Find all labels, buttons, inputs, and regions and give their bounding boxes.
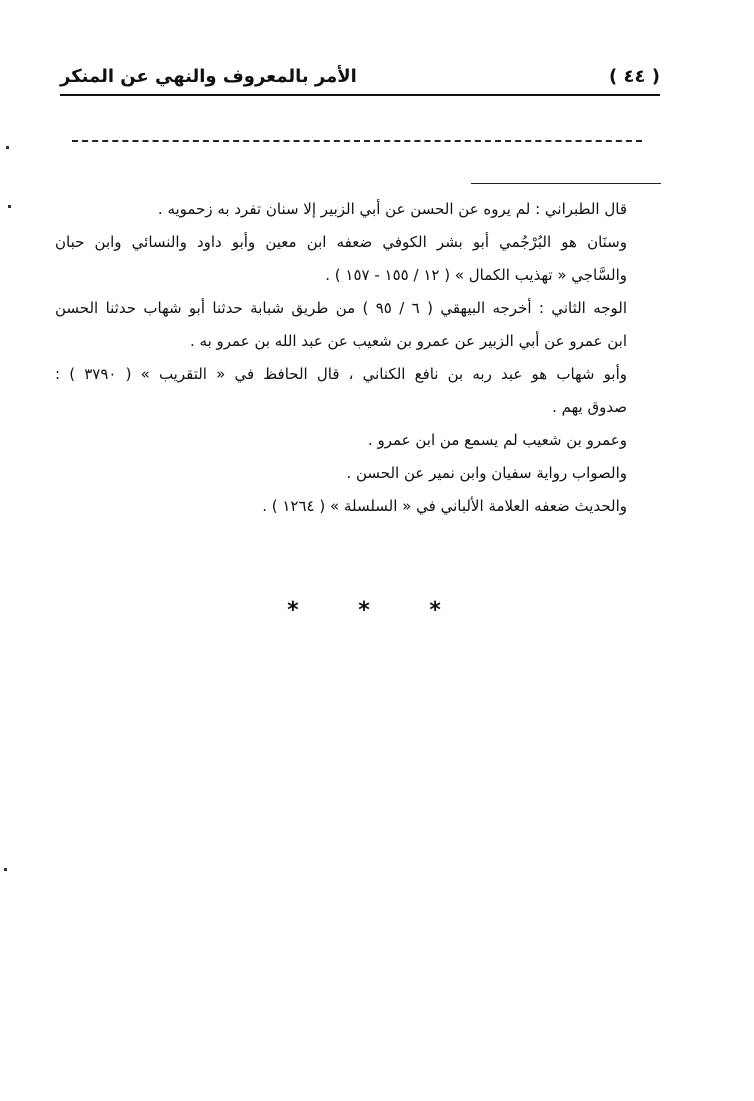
text-line: وعمرو بن شعيب لم يسمع من ابن عمرو . — [367, 431, 627, 449]
page-number: ( ٤٤ ) — [609, 66, 660, 87]
text-line: صدوق يهم . — [552, 398, 627, 416]
scan-speck — [4, 868, 7, 871]
text-line: وسنَان هو البُرْجُمي أبو بشر الكوفي ضعفه ابن معين وأبو داود والنسائي وابن حبان — [55, 233, 627, 251]
text-line: والصواب رواية سفيان وابن نمير عن الحسن . — [346, 464, 627, 482]
scan-speck — [6, 146, 9, 149]
text-line: والحديث ضعفه العلامة الألباني في « السلسلة » ( ١٢٦٤ ) . — [262, 497, 627, 515]
footnote-rule — [471, 183, 661, 184]
text-line: ابن عمرو عن أبي الزبير عن عمرو بن شعيب عن عبد الله بن عمرو به . — [190, 332, 627, 350]
running-header — [60, 64, 660, 96]
dashed-separator — [72, 140, 642, 142]
footnote-body — [55, 193, 627, 523]
text-line: وأبو شهاب هو عبد ربه بن نافع الكناني ، قال الحافظ في « التقريب » ( ٣٧٩٠ ) : — [55, 365, 627, 383]
scan-speck — [8, 205, 11, 208]
section-ornament: * * * — [287, 598, 467, 623]
text-line: قال الطبراني : لم يروه عن الحسن عن أبي الزبير إلا سنان تفرد به زحمويه . — [157, 200, 627, 218]
text-line: الوجه الثاني : أخرجه البيهقي ( ٦ / ٩٥ ) من طريق شبابة حدثنا أبو شهاب حدثنا الحسن — [55, 299, 627, 317]
book-title: الأمر بالمعروف والنهي عن المنكر — [60, 66, 357, 87]
text-line: والسَّاجي « تهذيب الكمال » ( ١٢ / ١٥٥ - ١٥٧ ) . — [325, 266, 627, 284]
